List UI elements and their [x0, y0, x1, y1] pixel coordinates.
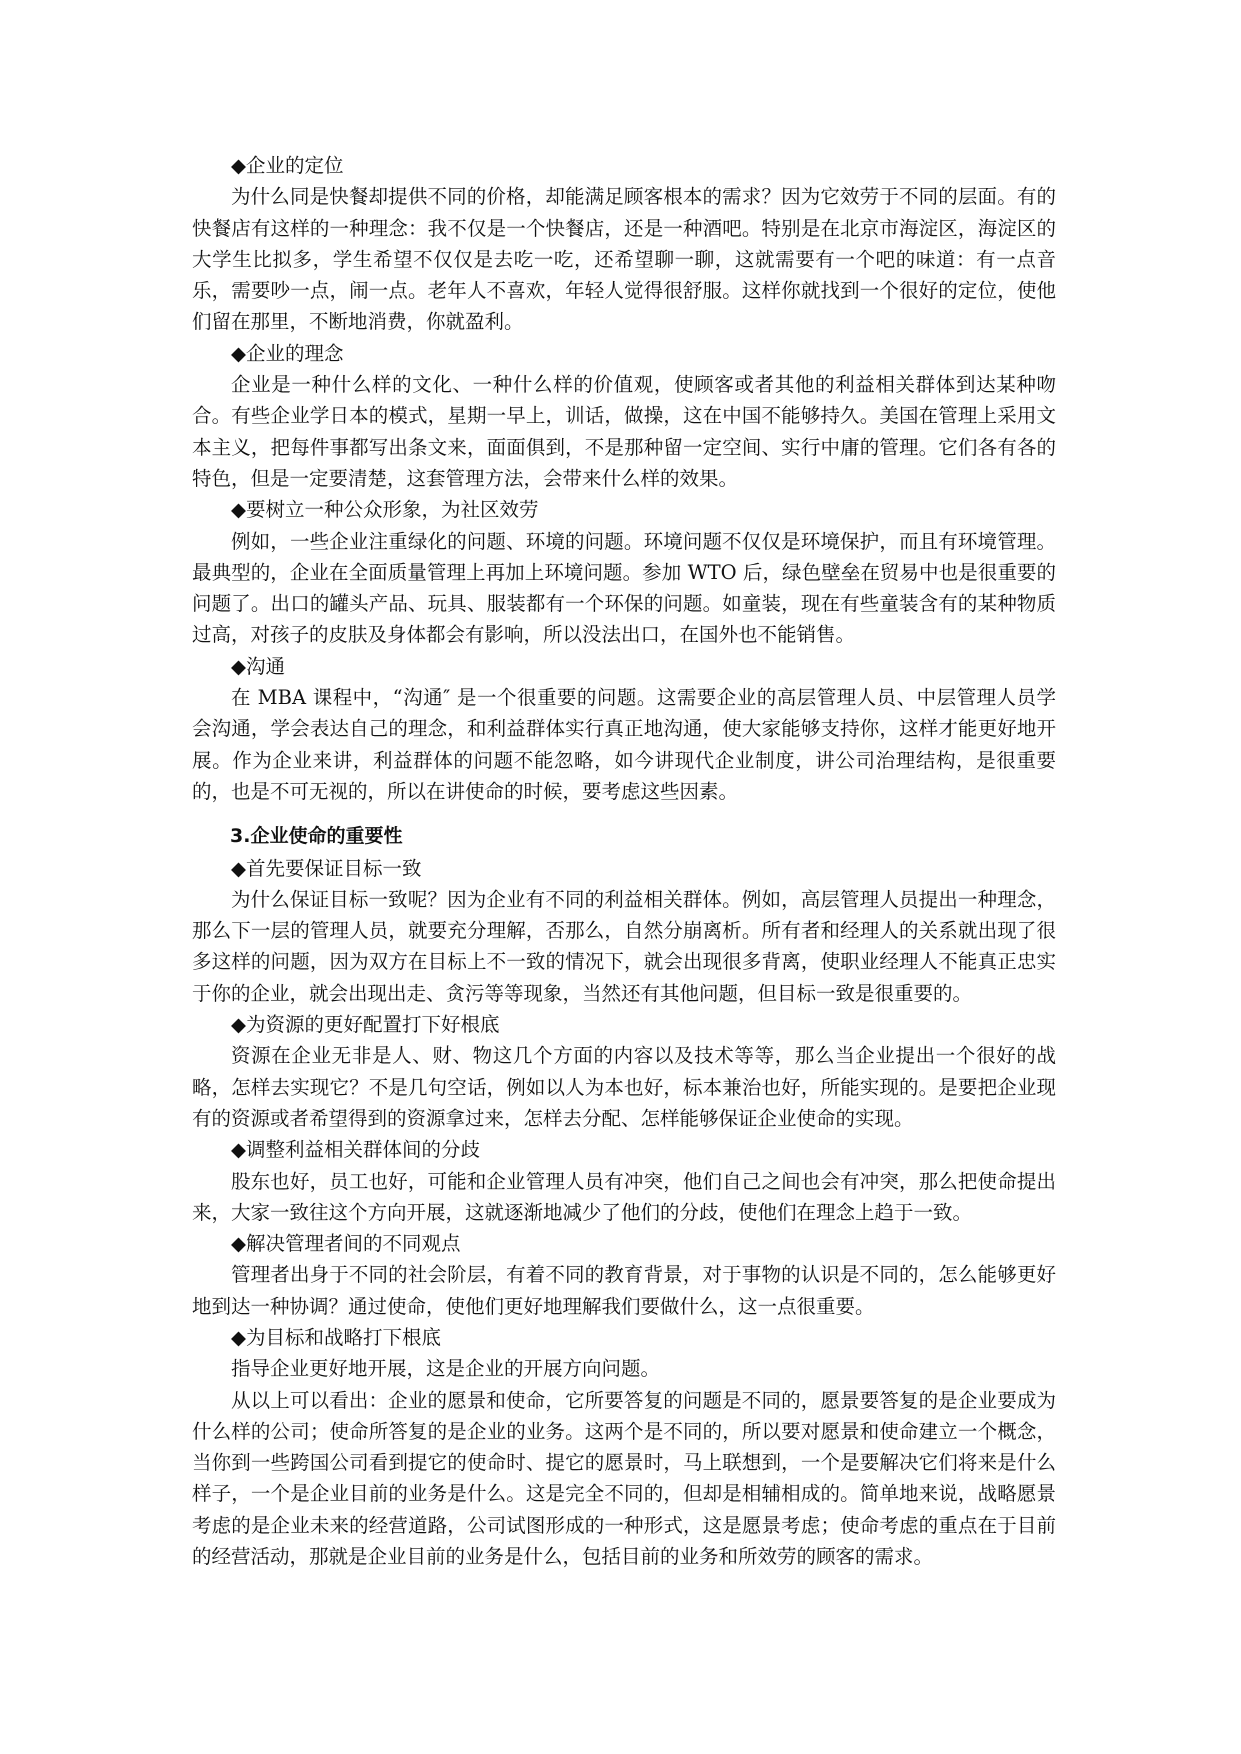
paragraph-resource-allocation: 资源在企业无非是人、财、物这几个方面的内容以及技术等等，那么当企业提出一个很好的战略，怎样去实现它？不是几句空话，例如以人为本也好，标本兼治也好，所能实现的。是要把企业现有的资源或者希望得到的资源拿过来，怎样去分配、怎样能够保证企业使命的实现。 [192, 1044, 1056, 1130]
paragraph-communication: 在 MBA 课程中，“沟通″ 是一个很重要的问题。这需要企业的高层管理人员、中层管理人员学会沟通，学会表达自己的理念，和利益群体实行真正地沟通，使大家能够支持你，这样才能更好地开展。作为企业来讲，利益群体的问题不能忽略，如今讲现代企业制度，讲公司治理结构，是很重要的，也是不可无视的，所以在讲使命的时候，要考虑这些因素。 [192, 686, 1056, 803]
section-bullet-communication: ◆沟通 [231, 654, 285, 678]
paragraph-positioning: 为什么同是快餐却提供不同的价格，却能满足顾客根本的需求？因为它效劳于不同的层面。有的快餐店有这样的一种理念：我不仅是一个快餐店，还是一种酒吧。特别是在北京市海淀区，海淀区的大学生比拟多，学生希望不仅仅是去吃一吃，还希望聊一聊，这就需要有一个吧的味道：有一点音乐，需要吵一点，闹一点。老年人不喜欢，年轻人觉得很舒服。这样你就找到一个很好的定位，使他们留在那里，不断地消费，你就盈利。 [192, 185, 1056, 334]
section-heading-mission-importance: 3.企业使命的重要性 [230, 825, 403, 848]
section-bullet-goal-strategy-foundation: ◆为目标和战略打下根底 [231, 1325, 441, 1349]
paragraph-public-image: 例如，一些企业注重绿化的问题、环境的问题。环境问题不仅仅是环境保护，而且有环境管理。最典型的，企业在全面质量管理上再加上环境问题。参加 WTO 后，绿色壁垒在贸易中也是很重要的问题了。出口的罐头产品、玩具、服装都有一个环保的问题。如童装，现在有些童装含有的某种物质过高，对孩子的皮肤及身体都会有影响，所以没法出口，在国外也不能销售。 [192, 529, 1056, 647]
paragraph-goal-alignment: 为什么保证目标一致呢？因为企业有不同的利益相关群体。例如，高层管理人员提出一种理念，那么下一层的管理人员，就要充分理解，否那么，自然分崩离析。所有者和经理人的关系就出现了很多这样的问题，因为双方在目标上不一致的情况下，就会出现很多背离，使职业经理人不能真正忠实于你的企业，就会出现出走、贪污等等现象，当然还有其他问题，但目标一致是很重要的。 [192, 887, 1056, 1005]
section-bullet-stakeholder-differences: ◆调整利益相关群体间的分歧 [231, 1138, 480, 1162]
paragraph-stakeholder-differences: 股东也好，员工也好，可能和企业管理人员有冲突，他们自己之间也会有冲突，那么把使命提出来，大家一致往这个方向开展，这就逐渐地减少了他们的分歧，使他们在理念上趋于一致。 [192, 1169, 1056, 1224]
section-bullet-manager-views: ◆解决管理者间的不同观点 [231, 1232, 461, 1256]
section-bullet-goal-alignment: ◆首先要保证目标一致 [231, 856, 422, 880]
section-bullet-philosophy: ◆企业的理念 [231, 341, 344, 365]
paragraph-vision-mission-summary: 从以上可以看出：企业的愿景和使命，它所要答复的问题是不同的，愿景要答复的是企业要成为什么样的公司；使命所答复的是企业的业务。这两个是不同的，所以要对愿景和使命建立一个概念，当你到一些跨国公司看到提它的使命时、提它的愿景时，马上联想到，一个是要解决它们将来是什么样子，一个是企业目前的业务是什么。这是完全不同的，但却是相辅相成的。简单地来说，战略愿景考虑的是企业未来的经营道路，公司试图形成的一种形式，这是愿景考虑；使命考虑的重点在于目前的经营活动，那就是企业目前的业务是什么，包括目前的业务和所效劳的顾客的需求。 [192, 1388, 1056, 1569]
paragraph-philosophy: 企业是一种什么样的文化、一种什么样的价值观，使顾客或者其他的利益相关群体到达某种吻合。有些企业学日本的模式，星期一早上，训话，做操，这在中国不能够持久。美国在管理上采用文本主义，把每件事都写出条文来，面面俱到，不是那种留一定空间、实行中庸的管理。它们各有各的特色，但是一定要清楚，这套管理方法，会带来什么样的效果。 [192, 373, 1056, 490]
section-bullet-resource-allocation: ◆为资源的更好配置打下好根底 [231, 1013, 500, 1037]
section-bullet-positioning: ◆企业的定位 [231, 154, 344, 177]
section-bullet-public-image: ◆要树立一种公众形象，为社区效劳 [231, 498, 539, 522]
paragraph-goal-strategy-foundation: 指导企业更好地开展，这是企业的开展方向问题。 [231, 1357, 661, 1381]
document-page [192, 150, 1056, 1572]
paragraph-manager-views: 管理者出身于不同的社会阶层，有着不同的教育背景，对于事物的认识是不同的，怎么能够更好地到达一种协调？通过使命，使他们更好地理解我们要做什么，这一点很重要。 [192, 1263, 1056, 1318]
